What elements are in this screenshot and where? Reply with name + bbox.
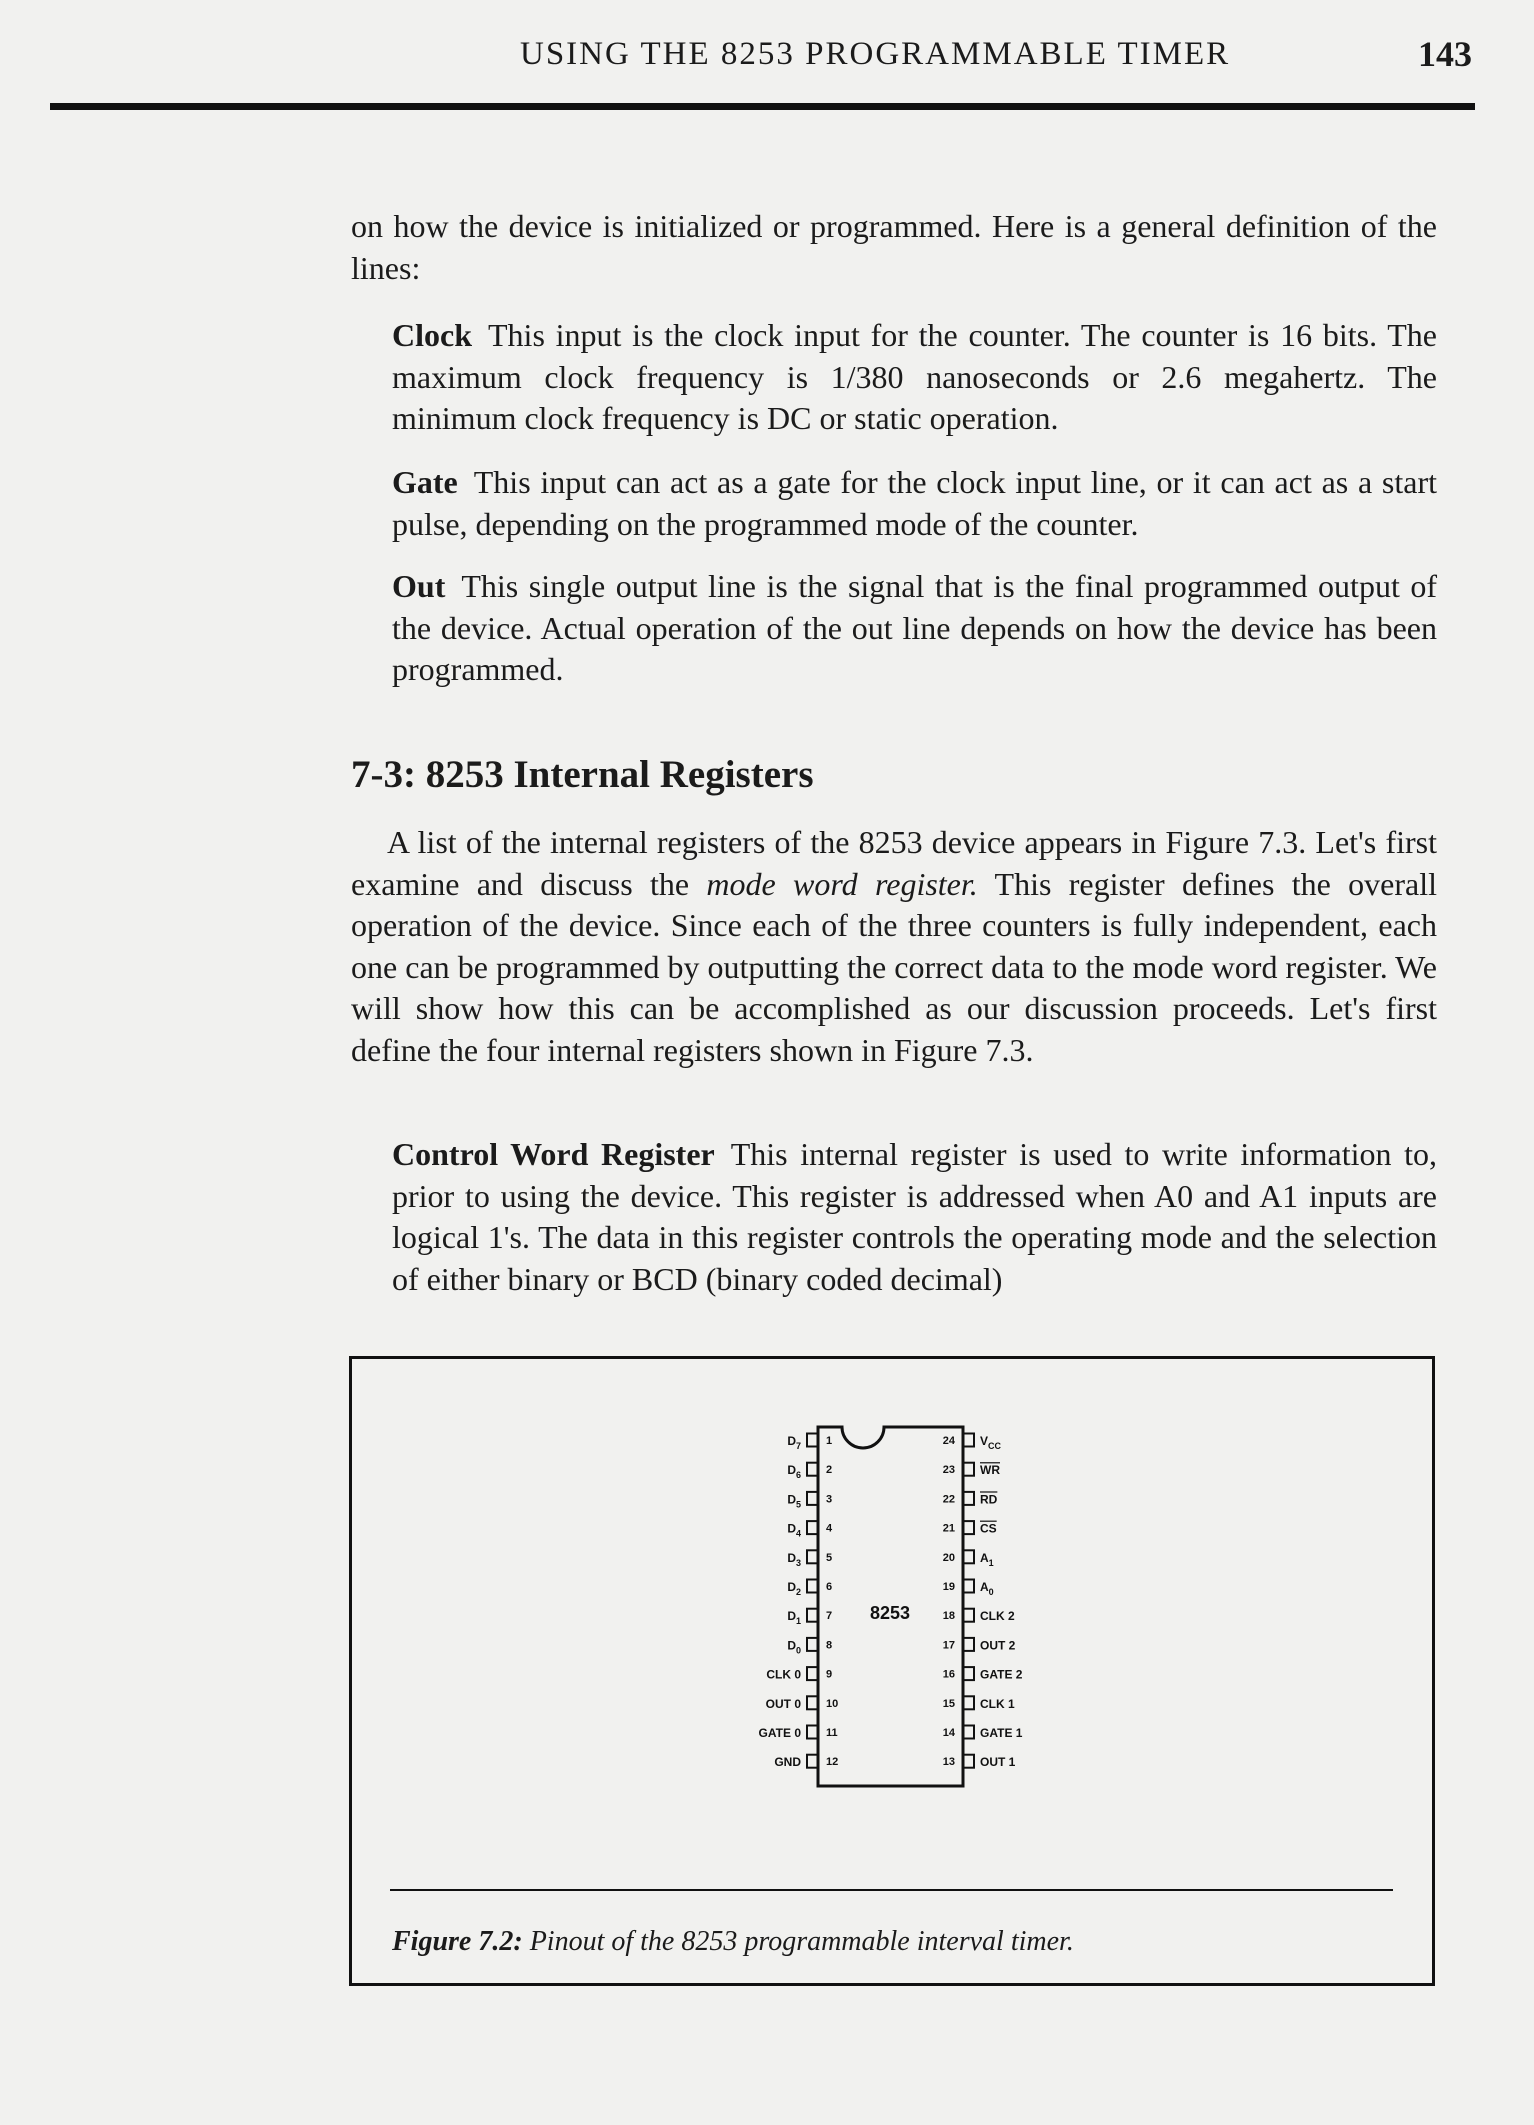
right-pin-number-17: 17 — [942, 1639, 955, 1652]
left-pin-number-11: 11 — [826, 1727, 838, 1739]
right-pin-number-24: 24 — [942, 1435, 955, 1447]
definition-control-word-register — [392, 1134, 1437, 1300]
right-pin-number-19: 19 — [942, 1581, 955, 1593]
left-pin-8 — [807, 1638, 818, 1651]
left-pin-number-12: 12 — [826, 1756, 839, 1769]
right-pin-number-13: 13 — [942, 1756, 955, 1769]
left-pin-number-8: 8 — [826, 1639, 833, 1652]
left-pin-number-3: 3 — [826, 1493, 833, 1506]
right-pin-17 — [963, 1638, 974, 1651]
right-pin-number-18: 18 — [942, 1610, 955, 1623]
left-pin-name-8: $D_0$ — [787, 1638, 801, 1656]
left-pin-number-1: 1 — [826, 1435, 833, 1447]
right-pin-name-19: $A_0$ — [980, 1580, 994, 1597]
right-pin-name-15: CLK 1 — [980, 1696, 1015, 1711]
left-pin-5 — [807, 1550, 818, 1563]
right-pin-20 — [963, 1550, 974, 1563]
right-pin-group — [943, 1434, 1023, 1770]
left-pin-name-4: $D_4$ — [787, 1521, 801, 1539]
right-pin-number-16: 16 — [942, 1668, 955, 1681]
right-pin-number-14: 14 — [942, 1727, 955, 1739]
definition-clock-text: This input is the clock input for the counter. The counter is 16 bits. The maximum clock frequency is 1/380 nanoseconds or 2.6 megahertz. The minimum clock frequency is DC or static operation. — [392, 317, 1437, 436]
pinout-diagram — [700, 1410, 1100, 1795]
section-text-1: A list of the internal registers of the 8253 device appears in Figure 7.3. Let's first examine and discuss the — [351, 824, 1437, 902]
left-pin-name-5: $D_3$ — [787, 1550, 801, 1568]
term-control-word-register: Control Word Register — [392, 1136, 715, 1172]
left-pin-name-3: $D_5$ — [787, 1492, 801, 1510]
page-number: 143 — [1418, 34, 1472, 74]
right-pin-19 — [963, 1580, 974, 1593]
left-pin-7 — [807, 1609, 818, 1622]
right-pin-name-13: OUT 1 — [980, 1755, 1016, 1770]
left-pin-number-10: 10 — [826, 1697, 839, 1710]
right-pin-number-15: 15 — [942, 1697, 955, 1710]
right-pin-21 — [963, 1521, 974, 1534]
right-pin-name-14: GATE 1 — [980, 1726, 1023, 1740]
definition-gate — [392, 462, 1437, 545]
left-pin-11 — [807, 1726, 818, 1739]
left-pin-name-12: GND — [774, 1755, 801, 1770]
right-pin-name-17: OUT 2 — [980, 1638, 1016, 1653]
caption-rule — [390, 1889, 1393, 1891]
section-heading: 7-3: 8253 Internal Registers — [351, 753, 814, 796]
left-pin-2 — [807, 1463, 818, 1476]
right-pin-name-21: CS — [980, 1521, 997, 1536]
left-pin-name-1: $D_7$ — [787, 1434, 801, 1451]
right-pin-15 — [963, 1696, 974, 1709]
left-pin-name-11: GATE 0 — [758, 1726, 801, 1740]
left-pin-name-2: $D_6$ — [787, 1463, 801, 1481]
right-pin-number-22: 22 — [942, 1493, 955, 1506]
left-pin-number-5: 5 — [826, 1551, 833, 1564]
section-text-2: This register defines the overall operation of the device. Since each of the three counters is fully independent, each one can be programmed by outputting the correct data to the mode word register. We will show how this can be accomplished as our discussion proceeds. Let's first define the four internal registers shown in Figure 7.3. — [351, 865, 1438, 1068]
left-pin-12 — [807, 1755, 818, 1768]
right-pin-name-20: $A_1$ — [980, 1550, 994, 1568]
caption-label: Figure 7.2: — [392, 1926, 523, 1957]
intro-paragraph: on how the device is initialized or programmed. Here is a general definition of the lines: — [351, 208, 1437, 286]
definition-gate-text: This input can act as a gate for the clock input line, or it can act as a start pulse, depending on the programmed mode of the counter. — [392, 464, 1437, 542]
right-pin-13 — [963, 1755, 974, 1768]
caption-text: Pinout of the 8253 programmable interval timer. — [522, 1926, 1074, 1957]
left-pin-name-6: $D_2$ — [787, 1580, 801, 1597]
left-pin-10 — [807, 1696, 818, 1709]
right-pin-name-24: $V_{CC}$ — [980, 1434, 1002, 1451]
running-title: USING THE 8253 PROGRAMMABLE TIMER — [520, 36, 1231, 72]
left-pin-number-6: 6 — [826, 1581, 833, 1593]
right-pin-18 — [963, 1609, 974, 1622]
left-pin-6 — [807, 1580, 818, 1593]
term-out: Out — [392, 568, 446, 604]
right-pin-name-18: CLK 2 — [980, 1609, 1015, 1624]
definition-cwr-text: This internal register is used to write information to, prior to using the device. This register is addressed when A0 and A1 inputs are logical 1's. The data in this register controls the operating mode and the selection of either binary or BCD (binary coded decimal) — [392, 1136, 1438, 1297]
left-pin-number-4: 4 — [826, 1522, 833, 1535]
term-gate: Gate — [392, 464, 458, 500]
left-pin-number-2: 2 — [826, 1464, 833, 1477]
right-pin-number-21: 21 — [942, 1522, 955, 1535]
mode-word-register-term: mode word register. — [706, 865, 978, 902]
right-pin-name-23: WR — [980, 1463, 1000, 1478]
left-pin-9 — [807, 1667, 818, 1680]
left-pin-number-7: 7 — [826, 1610, 833, 1623]
section-paragraph — [351, 822, 1437, 1071]
left-pin-name-7: $D_1$ — [787, 1609, 801, 1627]
right-pin-22 — [963, 1492, 974, 1505]
left-pin-4 — [807, 1521, 818, 1534]
right-pin-23 — [963, 1463, 974, 1476]
left-pin-number-9: 9 — [826, 1668, 833, 1681]
right-pin-16 — [963, 1667, 974, 1680]
left-pin-3 — [807, 1492, 818, 1505]
definition-out — [392, 566, 1437, 691]
term-clock: Clock — [392, 317, 472, 353]
right-pin-number-20: 20 — [942, 1551, 955, 1564]
chip-label: 8253 — [869, 1603, 911, 1623]
header-rule — [50, 103, 1475, 110]
right-pin-14 — [963, 1726, 974, 1739]
left-pin-group — [759, 1434, 839, 1770]
definition-out-text: This single output line is the signal that is the final programmed output of the device. Actual operation of the out line depends on how the device has been programmed. — [392, 568, 1437, 687]
left-pin-name-9: CLK 0 — [766, 1667, 801, 1682]
right-pin-name-22: RD — [980, 1492, 998, 1507]
right-pin-name-16: GATE 2 — [980, 1667, 1023, 1682]
right-pin-24 — [963, 1434, 974, 1447]
left-pin-1 — [807, 1434, 818, 1447]
left-pin-name-10: OUT 0 — [765, 1696, 801, 1711]
definition-clock — [392, 315, 1437, 440]
figure-caption — [392, 1926, 1074, 1958]
right-pin-number-23: 23 — [942, 1464, 955, 1477]
